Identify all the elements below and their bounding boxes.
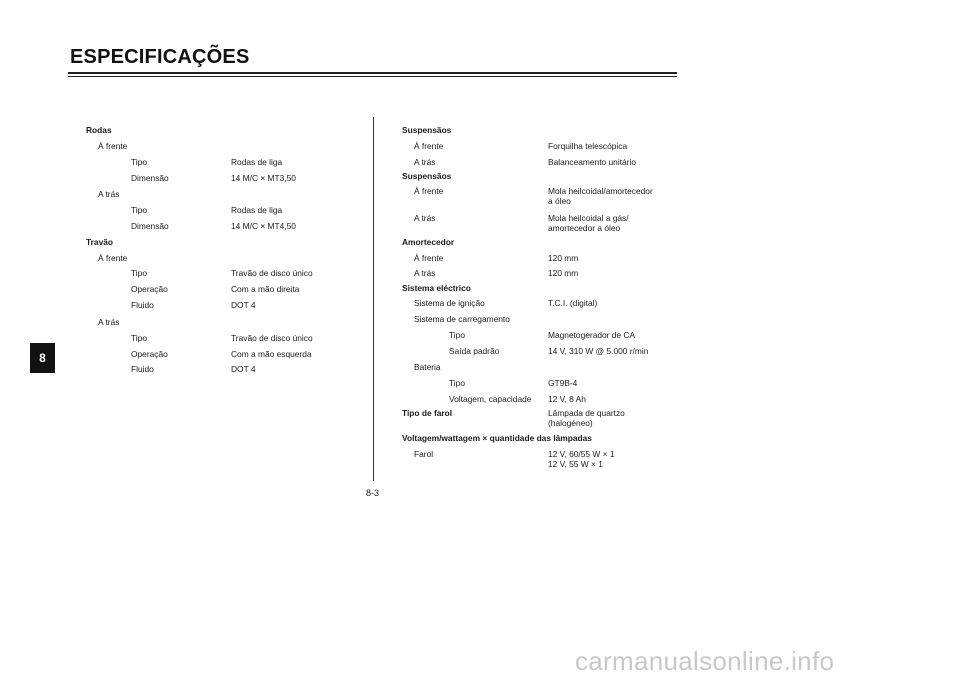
spec-group-label: À frente [98, 141, 128, 151]
spec-label: Tipo [131, 205, 147, 215]
spec-label: Sistema de ignição [414, 298, 485, 308]
spec-value: a óleo [548, 196, 571, 206]
section-heading: Tipo de farol [402, 408, 453, 418]
section-heading: Suspensãos [402, 125, 452, 135]
spec-value: Travão de disco único [231, 333, 313, 343]
spec-group-label: Sistema de carregamento [414, 314, 510, 324]
spec-value: 12 V, 55 W × 1 [548, 459, 603, 469]
section-heading: Travão [86, 237, 114, 247]
spec-value: amortecedor a óleo [548, 223, 621, 233]
chapter-tab: 8 [30, 343, 55, 373]
spec-label: Dimensão [131, 173, 169, 183]
spec-value: 120 mm [548, 268, 579, 278]
spec-value: Travão de disco único [231, 268, 313, 278]
spec-value: DOT 4 [231, 300, 256, 310]
spec-label: A trás [414, 213, 436, 223]
spec-label: Fluido [131, 300, 154, 310]
spec-label: Operação [131, 284, 168, 294]
spec-value: T.C.I. (digital) [548, 298, 598, 308]
spec-label: Tipo [131, 157, 147, 167]
spec-value: 12 V, 60/55 W × 1 [548, 449, 615, 459]
spec-value: Forquilha telescópica [548, 141, 628, 151]
spec-value: Mola heilcoidal a gás/ [548, 213, 629, 223]
section-heading: Amortecedor [402, 237, 455, 247]
section-heading: Sistema eléctrico [402, 283, 471, 293]
spec-value: Rodas de liga [231, 205, 283, 215]
spec-label: À frente [414, 253, 444, 263]
spec-label: Operação [131, 349, 168, 359]
spec-group-label: A trás [98, 189, 120, 199]
spec-label: Tipo [131, 268, 147, 278]
spec-label: Saída padrão [449, 346, 500, 356]
spec-value: 14 M/C × MT3,50 [231, 173, 296, 183]
spec-value: Magnetogerador de CA [548, 330, 636, 340]
spec-value: (halogéneo) [548, 418, 593, 428]
spec-group-label: À frente [98, 253, 128, 263]
spec-label: A trás [414, 268, 436, 278]
spec-label: Fluido [131, 364, 154, 374]
section-heading: Suspensãos [402, 171, 452, 181]
spec-label: Farol [414, 449, 434, 459]
spec-value: Com a mão esquerda [231, 349, 312, 359]
spec-value: Rodas de liga [231, 157, 283, 167]
page-number: 8-3 [366, 488, 380, 498]
header-rule-thin [68, 76, 677, 77]
spec-label: Dimensão [131, 221, 169, 231]
section-heading: Voltagem/wattagem × quantidade das lâmpadas [402, 433, 592, 443]
spec-value: 14 V, 310 W @ 5.000 r/min [548, 346, 649, 356]
page-title: ESPECIFICAÇÕES [70, 46, 250, 68]
spec-value: 120 mm [548, 253, 579, 263]
spec-value: 14 M/C × MT4,50 [231, 221, 296, 231]
spec-value: GT9B-4 [548, 378, 578, 388]
spec-value: Com a mão direita [231, 284, 300, 294]
spec-label: Voltagem, capacidade [449, 394, 532, 404]
spec-value: Mola heilcoidal/amortecedor [548, 186, 653, 196]
spec-label: Tipo [449, 330, 465, 340]
spec-label: À frente [414, 141, 444, 151]
spec-label: Tipo [449, 378, 465, 388]
column-divider [373, 117, 374, 481]
spec-label: A trás [414, 157, 436, 167]
header-rule-thick [68, 72, 677, 74]
spec-label: À frente [414, 186, 444, 196]
watermark: carmanualsonline.info [575, 646, 835, 676]
spec-group-label: Bateria [414, 362, 441, 372]
spec-value: 12 V, 8 Ah [548, 394, 586, 404]
spec-label: Tipo [131, 333, 147, 343]
spec-group-label: A trás [98, 317, 120, 327]
spec-value: Balanceamento unitário [548, 157, 636, 167]
section-heading: Rodas [86, 125, 112, 135]
spec-value: DOT 4 [231, 364, 256, 374]
spec-value: Lâmpada de quartzo [548, 408, 625, 418]
